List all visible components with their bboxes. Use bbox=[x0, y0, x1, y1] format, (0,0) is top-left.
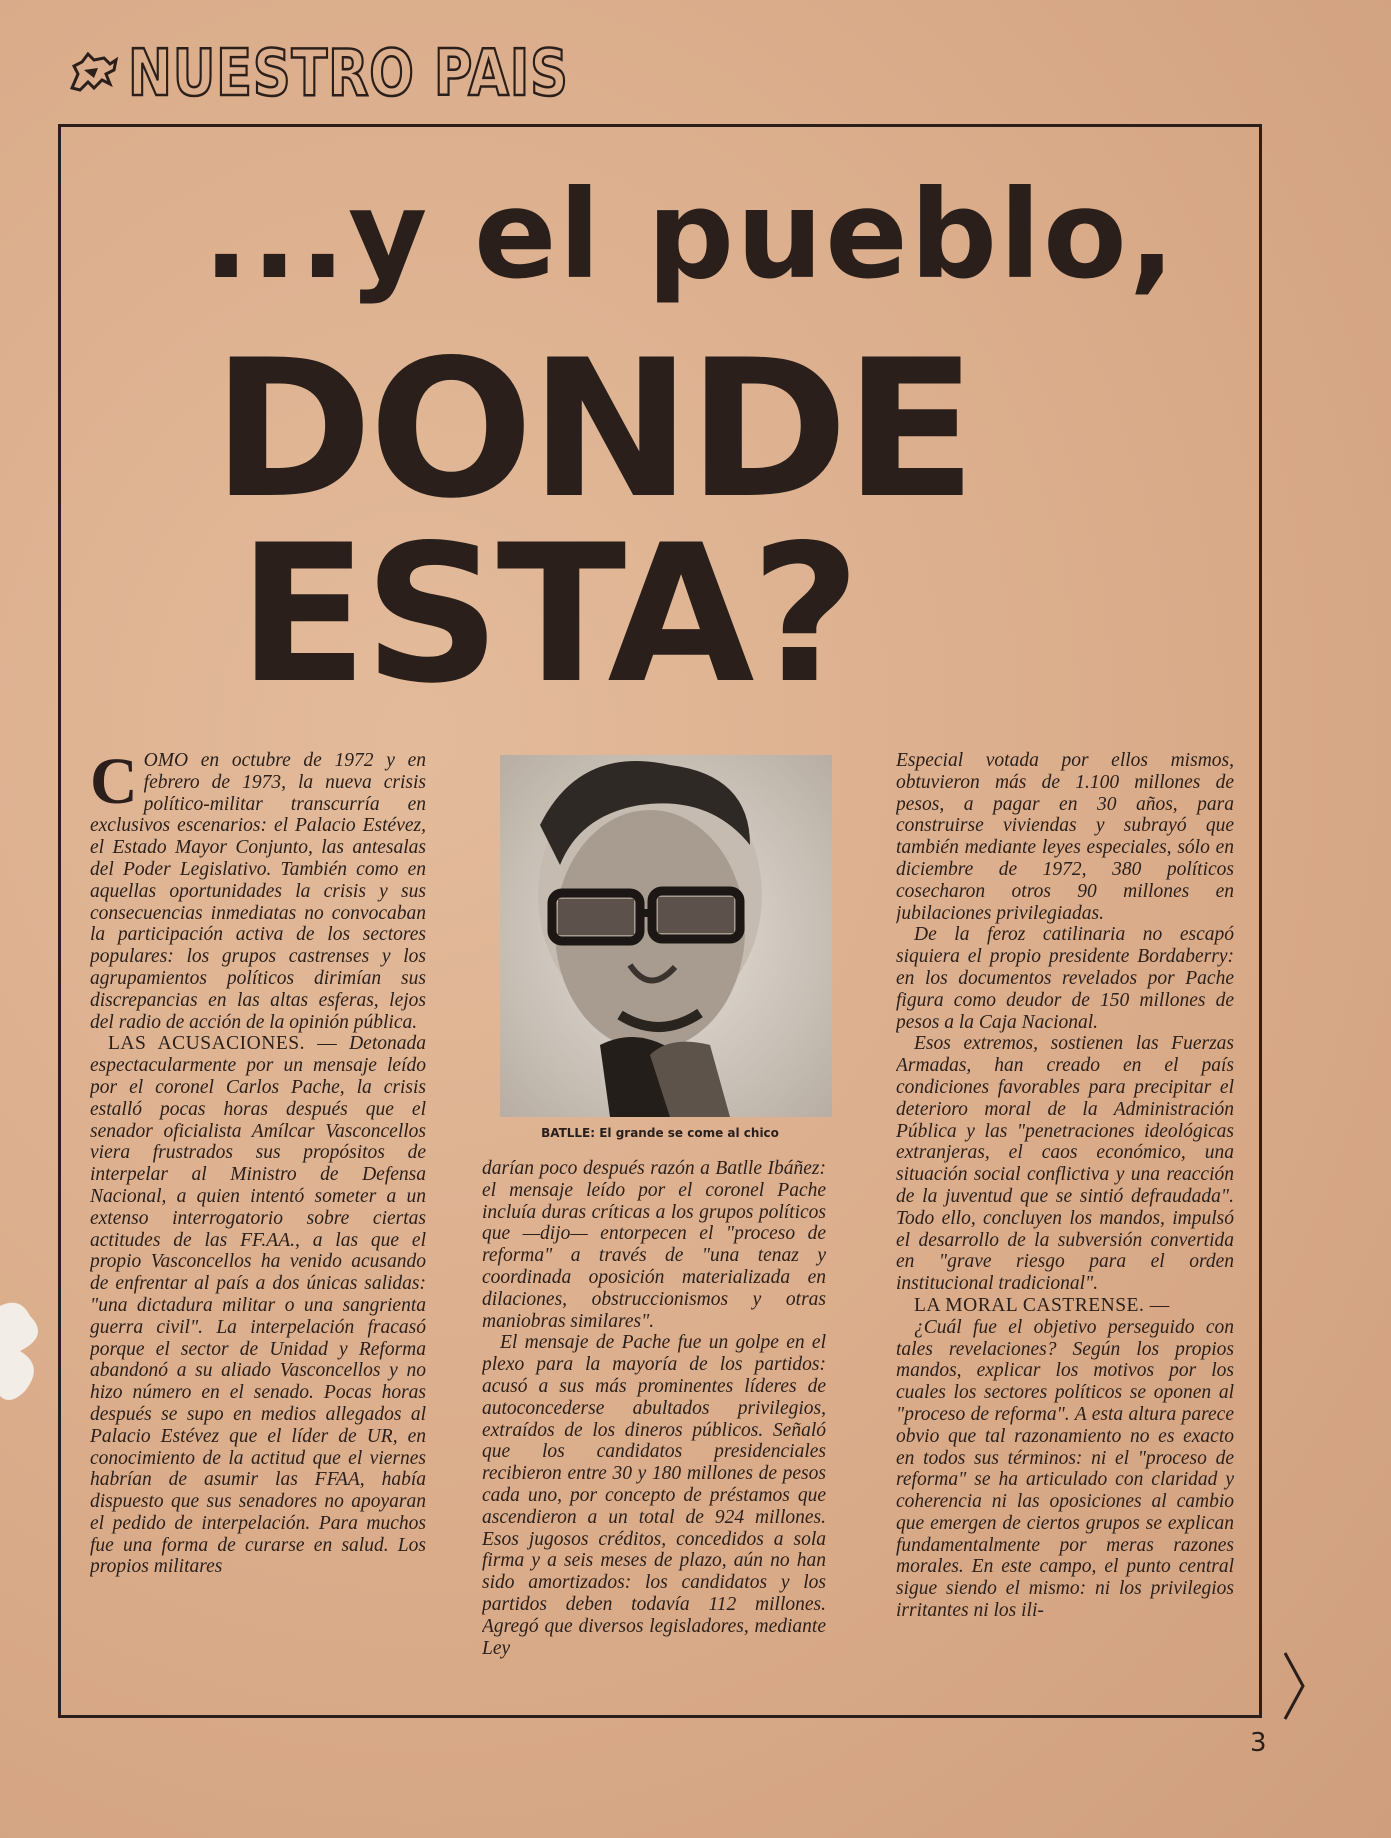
paragraph: De la feroz catilinaria no escapó siquiera el propio presidente Bordaberry: en los documentos revelados por Pache figura como deudor de 150 millones de pesos a la Caja Nacional. bbox=[896, 924, 1234, 1033]
headline-line-1: ...y el pueblo, bbox=[202, 164, 1178, 306]
headline-line-3: ESTA? bbox=[238, 504, 857, 725]
paragraph: COMO en octubre de 1972 y en febrero de 1973, la nueva crisis político-militar transcurría en exclusivos escenarios: el Palacio Estévez, el Estado Mayor Conjunto, las antesalas del Poder Legislativo. También como en aquellas oportunidades la crisis y sus consecuencias inmediatas no convocaban la participación activa de los sectores populares: los grupos castrenses y los agrupamientos políticos dirimían sus discrepancias en las altas esferas, lejos del radio de acción de la opinión pública. bbox=[90, 750, 426, 1033]
headline-line-2: DONDE bbox=[212, 319, 973, 540]
paragraph: LAS ACUSACIONES. — Detonada espectacularmente por un mensaje leído por el coronel Carlos Pache, la crisis estalló pocas horas después que el senador oficialista Amílcar Vasconcellos viera frustrados sus propósitos de interpelar al Ministro de Defensa Nacional, a quien intentó someter a un extenso interrogatorio sobre ciertas actitudes de las FF.AA., a las que el propio Vasconcellos ha venido acusando de enfrentar al país a dos únicas salidas: "una dictadura militar o una sangrienta guerra civil". La interpelación fracasó porque el sector de Unidad y Reforma abandonó a su aliado Vasconcellos y no hizo número en el senado. Pocas horas después se supo en medios allegados al Palacio Estévez que el líder de UR, en conocimiento de la actitud que el viernes habrían de asumir las FFAA, había dispuesto que sus senadores no apoyaran el pedido de interpelación. Para muchos fue una forma de curarse en salud. Los propios militares bbox=[90, 1033, 426, 1578]
paragraph: ¿Cuál fue el objetivo perseguido con tales revelaciones? Según los propios mandos, explicar los motivos por los cuales los sectores políticos se oponen al "proceso de reforma". A esta altura parece obvio que tal razonamiento no es exacto en todos sus términos: ni el "proceso de reforma" se ha articulado con claridad y coherencia ni las oposiciones al cambio que emergen de ciertos grupos se explican fundamentalmente por meras razones morales. En este campo, el punto central sigue siendo el mismo: ni los privilegios irritantes ni los ili- bbox=[896, 1316, 1234, 1622]
page-number: 3 bbox=[1250, 1728, 1267, 1758]
portrait-image bbox=[500, 755, 832, 1117]
subhead: LAS ACUSACIONES. — bbox=[108, 1033, 338, 1055]
paragraph bbox=[896, 1295, 1234, 1317]
paper-tear bbox=[0, 1296, 60, 1406]
paragraph: darían poco después razón a Batlle Ibáñez: el mensaje leído por el coronel Pache incluía duras críticas a los grupos políticos que —dijo— entorpecen el "proceso de reforma" a través de "una tenaz y coordinada oposición materializada en dilaciones, obstruccionismos y otras maniobras similares". bbox=[482, 1158, 826, 1332]
paragraph: Esos extremos, sostienen las Fuerzas Armadas, han creado en el país condiciones favorables para precipitar el deterioro moral de la Administración Pública y las "penetraciones ideológicas extranjeras, el caos económico, una situación social conflictiva y una reacción de la juventud que se sintió defraudada". Todo ello, concluyen los mandos, impulsó el desarrollo de la subversión convertida en "grave riesgo para el orden institucional tradicional". bbox=[896, 1033, 1234, 1295]
drop-cap: C bbox=[90, 750, 138, 818]
article-column-3 bbox=[896, 750, 1234, 1710]
photo-caption: BATLLE: El grande se come al chico bbox=[541, 1126, 779, 1140]
article-column-2 bbox=[482, 1158, 826, 1708]
section-title: NUESTRO PAIS bbox=[128, 37, 569, 111]
section-header bbox=[64, 37, 569, 111]
subhead: LA MORAL CASTRENSE. — bbox=[914, 1294, 1170, 1316]
bull-icon bbox=[64, 44, 122, 102]
continue-arrow-icon bbox=[1282, 1650, 1306, 1722]
article-column-1 bbox=[90, 750, 426, 1700]
paragraph: Especial votada por ellos mismos, obtuvieron más de 1.100 millones de pesos, a pagar en 30 años, para construirse viviendas y subrayó que también mediante leyes especiales, sólo en diciembre de 1972, 380 políticos cosecharon otros 90 millones en jubilaciones privilegiadas. bbox=[896, 750, 1234, 924]
photo-batlle bbox=[500, 755, 832, 1117]
paragraph: El mensaje de Pache fue un golpe en el plexo para la mayoría de los partidos: acusó a sus más prominentes líderes de autoconcederse abultados privilegios, extraídos de los dineros públicos. Señaló que los candidatos presidenciales recibieron entre 30 y 180 millones de pesos cada uno, por concepto de préstamos que ascendieron a un total de 924 millones. Esos jugosos créditos, concedidos a sola firma y a seis meses de plazo, aún no han sido amortizados: los candidatos y los partidos deben todavía 112 millones. Agregó que diversos legisladores, mediante Ley bbox=[482, 1332, 826, 1659]
